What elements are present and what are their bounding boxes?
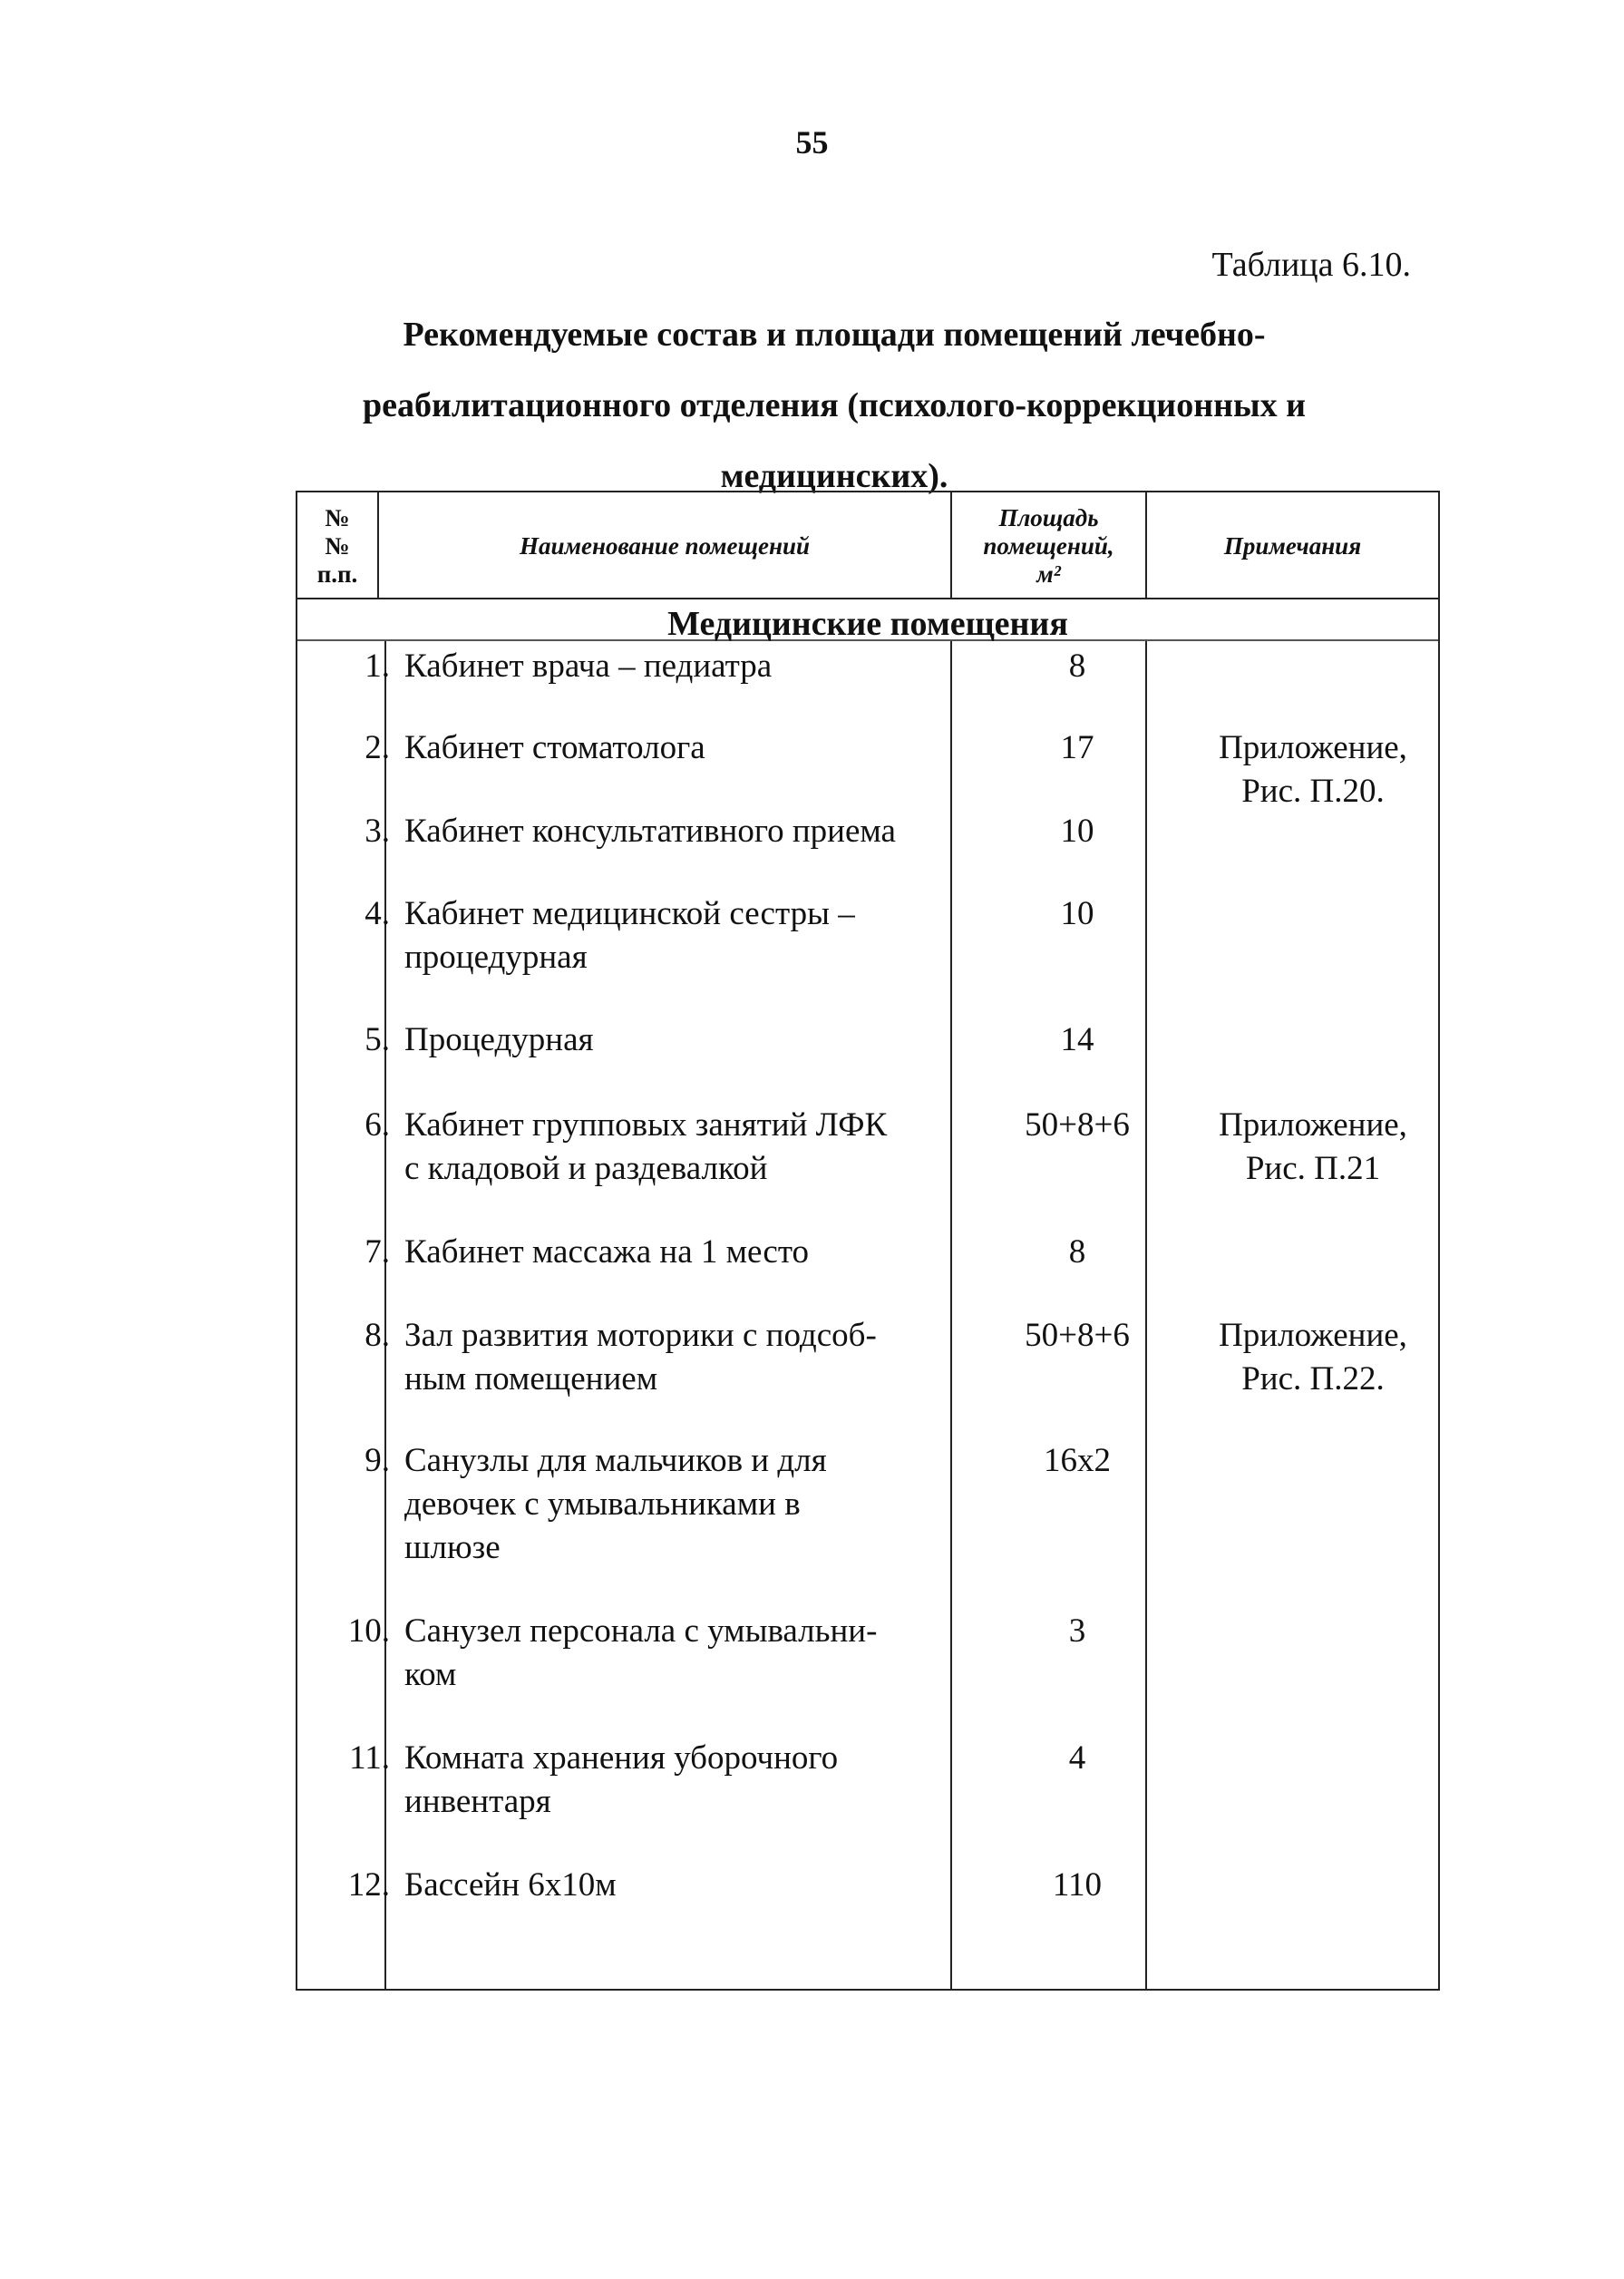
row-number: 1. — [365, 648, 390, 685]
row-number: 11. — [349, 1739, 390, 1777]
row-number: 6. — [365, 1106, 390, 1144]
row-area: 10 — [1060, 895, 1094, 932]
header-num — [297, 492, 377, 599]
row-number: 3. — [365, 813, 390, 850]
page-number: 55 — [795, 124, 829, 161]
title-line-2: реабилитационного отделения (психолого-коррекционных и — [362, 386, 1307, 424]
row-area: 17 — [1060, 729, 1094, 766]
row-number: 8. — [365, 1317, 390, 1354]
header-area — [952, 492, 1145, 599]
row-area: 4 — [1068, 1739, 1086, 1777]
row-area: 14 — [1060, 1021, 1094, 1058]
row-room-name: Бассейн 6х10м — [404, 1866, 617, 1904]
row-area: 10 — [1060, 813, 1094, 850]
header-num-text: № № п.п. — [316, 503, 358, 588]
row-area: 16х2 — [1044, 1442, 1111, 1479]
row-room-name: Процедурная — [404, 1021, 594, 1058]
header-area-text: Площадь помещений, м² — [983, 503, 1114, 588]
row-note: Приложение, Рис. П.21 — [1219, 1106, 1407, 1187]
row-area: 8 — [1068, 648, 1086, 685]
row-number: 4. — [365, 895, 390, 932]
row-number: 10. — [347, 1612, 390, 1650]
row-note: Приложение, Рис. П.20. — [1219, 729, 1407, 810]
row-room-name: Санузел персонала с умывальни- ком — [404, 1612, 878, 1693]
header-notes-text: Примечания — [1223, 531, 1362, 560]
row-number: 12. — [347, 1866, 390, 1904]
header-name-text: Наименование помещений — [519, 531, 811, 560]
row-area: 3 — [1068, 1612, 1086, 1650]
title-line-3: медицинских). — [720, 457, 948, 495]
row-number: 7. — [365, 1233, 390, 1271]
row-room-name: Санузлы для мальчиков и для девочек с умывальниками в шлюзе — [404, 1442, 827, 1566]
section-heading: Медицинские помещения — [667, 605, 1068, 643]
row-room-name: Кабинет медицинской сестры – процедурная — [404, 895, 855, 976]
row-room-name: Кабинет консультативного приема — [404, 813, 896, 850]
row-area: 50+8+6 — [1025, 1106, 1130, 1144]
row-number: 9. — [365, 1442, 390, 1479]
row-area: 110 — [1052, 1866, 1103, 1904]
row-room-name: Комната хранения уборочного инвентаря — [404, 1739, 839, 1820]
table-label: Таблица 6.10. — [1211, 246, 1411, 284]
row-room-name: Кабинет стоматолога — [404, 729, 705, 766]
header-name — [379, 492, 950, 599]
row-area: 8 — [1068, 1233, 1086, 1271]
row-room-name: Кабинет врача – педиатра — [404, 648, 773, 685]
row-number: 2. — [365, 729, 390, 766]
row-room-name: Кабинет групповых занятий ЛФК с кладовой и раздевалкой — [404, 1106, 888, 1187]
row-room-name: Кабинет массажа на 1 место — [404, 1233, 810, 1271]
header-notes — [1147, 492, 1438, 599]
row-note: Приложение, Рис. П.22. — [1219, 1317, 1407, 1398]
rooms-table — [296, 491, 1440, 1991]
row-room-name: Зал развития моторики с подсоб- ным помещением — [404, 1317, 877, 1398]
title-line-1: Рекомендуемые состав и площади помещений лечебно- — [403, 316, 1266, 354]
row-area: 50+8+6 — [1025, 1317, 1130, 1354]
table-title — [299, 299, 1369, 511]
row-number: 5. — [365, 1021, 390, 1058]
